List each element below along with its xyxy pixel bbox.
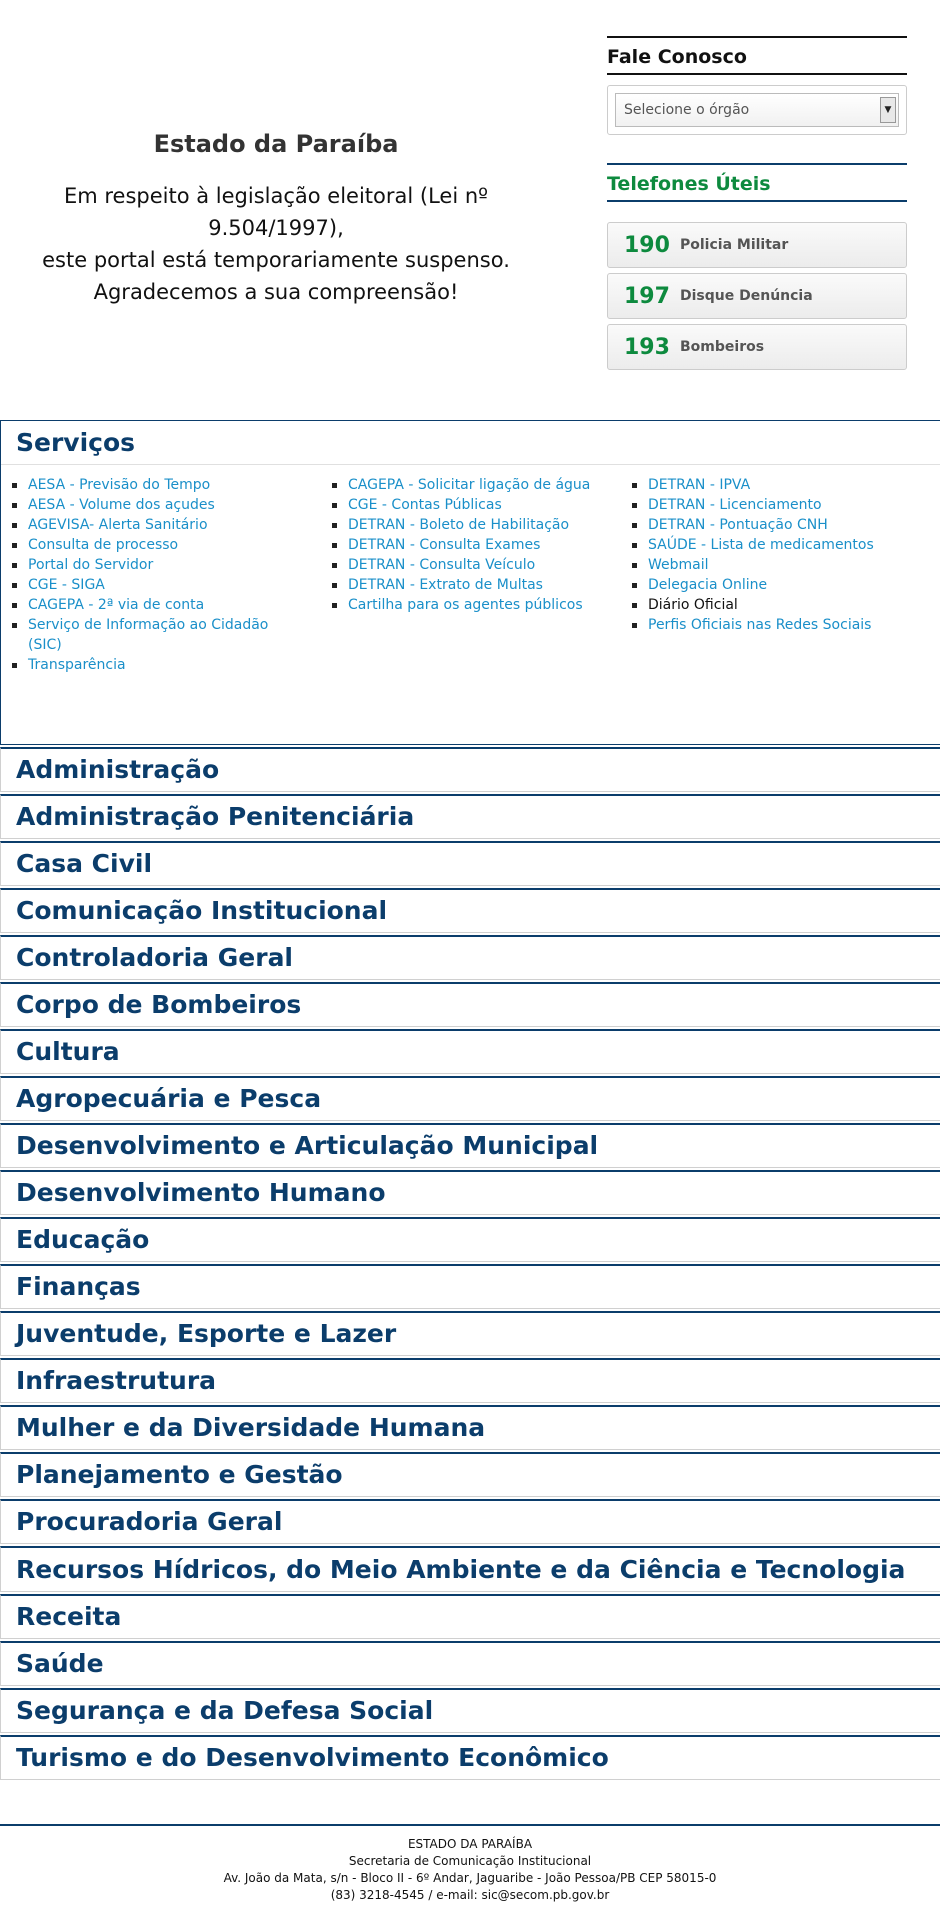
- phone-item-policia[interactable]: [607, 222, 907, 268]
- secretaria-item[interactable]: Casa Civil: [0, 841, 940, 886]
- service-link[interactable]: Consulta de processo: [12, 535, 272, 555]
- phone-number: 193: [624, 334, 670, 360]
- service-link[interactable]: Cartilha para os agentes públicos: [332, 595, 622, 615]
- secretaria-item[interactable]: Cultura: [0, 1029, 940, 1074]
- secretaria-item[interactable]: Procuradoria Geral: [0, 1499, 940, 1544]
- footer: [0, 1824, 940, 1904]
- orgao-select-wrapper: [607, 85, 907, 135]
- fale-conosco-title: Fale Conosco: [607, 36, 907, 75]
- phone-label: Disque Denúncia: [680, 288, 813, 304]
- secretaria-item[interactable]: Administração Penitenciária: [0, 794, 940, 839]
- service-link[interactable]: DETRAN - Extrato de Multas: [332, 575, 622, 595]
- service-link[interactable]: Webmail: [632, 555, 932, 575]
- secretaria-item[interactable]: Juventude, Esporte e Lazer: [0, 1311, 940, 1356]
- secretaria-item[interactable]: Controladoria Geral: [0, 935, 940, 980]
- servicos-title: Serviços: [1, 421, 940, 465]
- service-link[interactable]: CGE - Contas Públicas: [332, 495, 622, 515]
- service-link[interactable]: SAÚDE - Lista de medicamentos: [632, 535, 932, 555]
- secretaria-item[interactable]: Segurança e da Defesa Social: [0, 1688, 940, 1733]
- secretaria-item[interactable]: Agropecuária e Pesca: [0, 1076, 940, 1121]
- service-link[interactable]: CGE - SIGA: [12, 575, 272, 595]
- notice-line: Agradecemos a sua compreensão!: [93, 280, 459, 304]
- phone-number: 190: [624, 232, 670, 258]
- service-link[interactable]: AESA - Volume dos açudes: [12, 495, 272, 515]
- secretaria-item[interactable]: Turismo e do Desenvolvimento Econômico: [0, 1735, 940, 1780]
- suspension-notice: [0, 130, 552, 308]
- phone-label: Policia Militar: [680, 237, 789, 253]
- service-link[interactable]: Diário Oficial: [632, 595, 932, 615]
- secretaria-item[interactable]: Comunicação Institucional: [0, 888, 940, 933]
- phone-label: Bombeiros: [680, 339, 765, 355]
- secretaria-item[interactable]: Planejamento e Gestão: [0, 1452, 940, 1497]
- secretaria-item[interactable]: Administração: [0, 747, 940, 792]
- servicos-column-3: [632, 475, 932, 635]
- secretaria-item[interactable]: Corpo de Bombeiros: [0, 982, 940, 1027]
- sidebar: [607, 36, 907, 375]
- service-link[interactable]: AGEVISA- Alerta Sanitário: [12, 515, 272, 535]
- secretaria-item[interactable]: Recursos Hídricos, do Meio Ambiente e da Ciência e Tecnologia: [0, 1546, 940, 1592]
- notice-title: Estado da Paraíba: [153, 130, 399, 158]
- service-link[interactable]: Serviço de Informação ao Cidadão (SIC): [12, 615, 272, 655]
- service-link[interactable]: DETRAN - Licenciamento: [632, 495, 932, 515]
- notice-line: Em respeito à legislação eleitoral (Lei nº 9.504/1997),: [63, 184, 489, 240]
- notice-line: este portal está temporariamente suspenso.: [42, 248, 510, 272]
- service-link[interactable]: Transparência: [12, 655, 272, 675]
- secretaria-item[interactable]: Desenvolvimento Humano: [0, 1170, 940, 1215]
- service-link[interactable]: Perfis Oficiais nas Redes Sociais: [632, 615, 932, 635]
- chevron-down-icon[interactable]: ▼: [880, 97, 896, 123]
- service-link[interactable]: DETRAN - Consulta Veículo: [332, 555, 622, 575]
- secretaria-item[interactable]: Finanças: [0, 1264, 940, 1309]
- service-link[interactable]: DETRAN - Pontuação CNH: [632, 515, 932, 535]
- footer-line: Av. João da Mata, s/n - Bloco II - 6º Andar, Jaguaribe - João Pessoa/PB CEP 58015-0: [223, 1871, 717, 1885]
- service-link[interactable]: DETRAN - Boleto de Habilitação: [332, 515, 622, 535]
- servicos-column-2: [332, 475, 622, 615]
- servicos-panel: [0, 420, 940, 745]
- service-link[interactable]: DETRAN - IPVA: [632, 475, 932, 495]
- phone-number: 197: [624, 283, 670, 309]
- orgao-select[interactable]: [615, 93, 899, 127]
- footer-line: ESTADO DA PARAÍBA: [407, 1837, 533, 1851]
- footer-line: (83) 3218-4545 / e-mail: sic@secom.pb.gov.br: [330, 1888, 610, 1902]
- secretaria-item[interactable]: Infraestrutura: [0, 1358, 940, 1403]
- secretaria-item[interactable]: Educação: [0, 1217, 940, 1262]
- phone-item-disque-denuncia[interactable]: [607, 273, 907, 319]
- service-link[interactable]: CAGEPA - 2ª via de conta: [12, 595, 272, 615]
- service-link[interactable]: CAGEPA - Solicitar ligação de água: [332, 475, 622, 495]
- orgao-select-value: Selecione o órgão: [624, 102, 750, 118]
- footer-line: Secretaria de Comunicação Institucional: [348, 1854, 592, 1868]
- secretaria-item[interactable]: Saúde: [0, 1641, 940, 1686]
- secretarias-list: [0, 745, 940, 1780]
- telefones-list: [607, 222, 907, 370]
- service-link[interactable]: AESA - Previsão do Tempo: [12, 475, 272, 495]
- secretaria-item[interactable]: Desenvolvimento e Articulação Municipal: [0, 1123, 940, 1168]
- service-link[interactable]: Portal do Servidor: [12, 555, 272, 575]
- service-link[interactable]: Delegacia Online: [632, 575, 932, 595]
- service-link[interactable]: DETRAN - Consulta Exames: [332, 535, 622, 555]
- telefones-uteis-title: Telefones Úteis: [607, 163, 907, 202]
- secretaria-item[interactable]: Receita: [0, 1594, 940, 1639]
- secretaria-item[interactable]: Mulher e da Diversidade Humana: [0, 1405, 940, 1450]
- servicos-column-1: [12, 475, 272, 675]
- phone-item-bombeiros[interactable]: [607, 324, 907, 370]
